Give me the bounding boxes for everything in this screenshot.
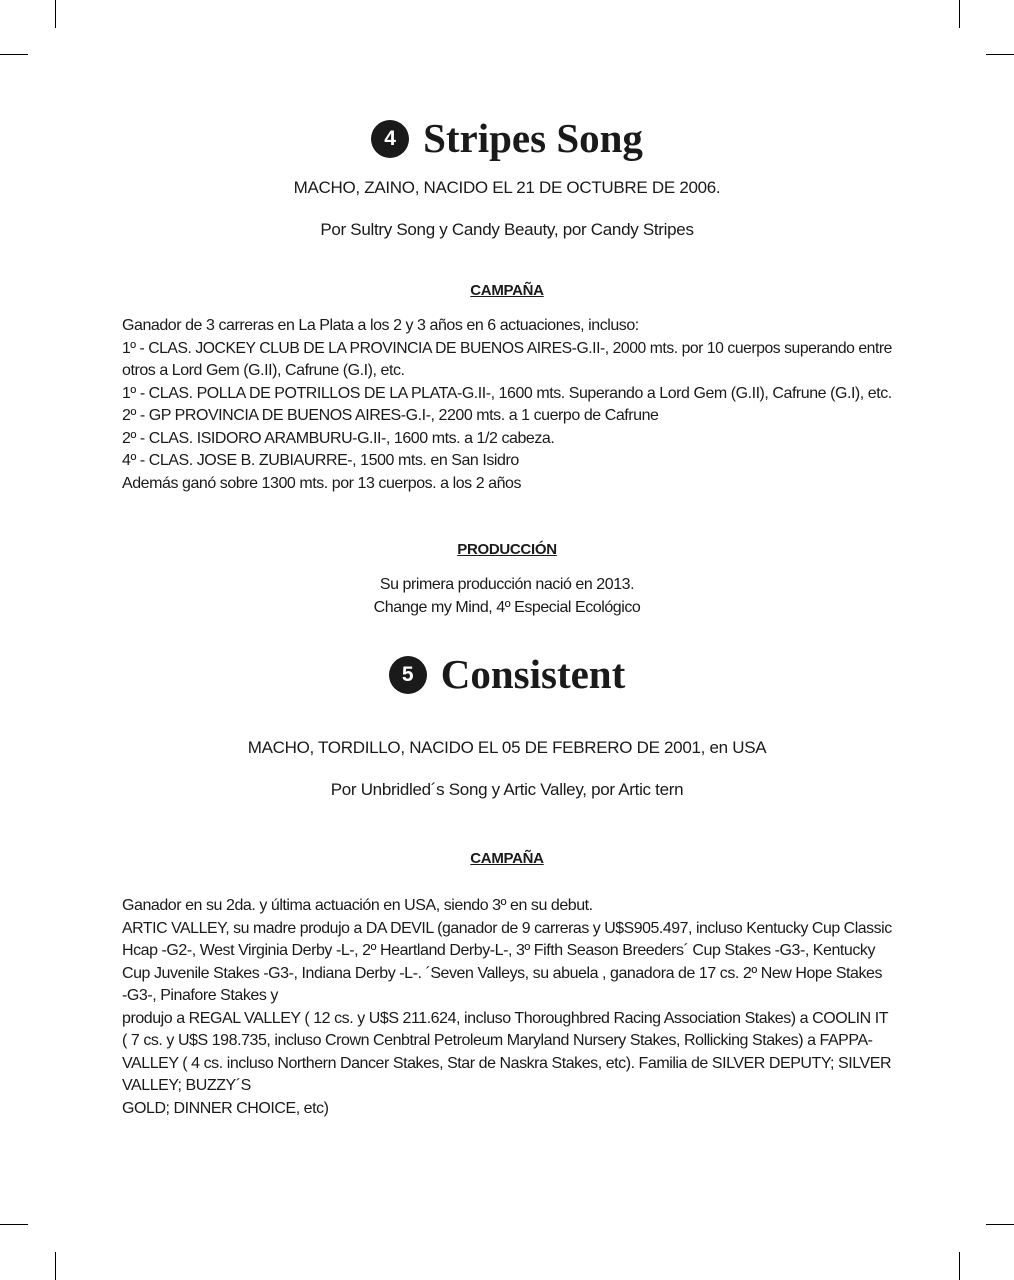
production-line: Change my Mind, 4º Especial Ecológico [373, 598, 641, 616]
campaign-line: -G3-, Pinafore Stakes y [122, 987, 278, 1004]
campaign-line: Además ganó sobre 1300 mts. por 13 cuerpos. a los 2 años [122, 474, 522, 492]
campaign-line: 2º - CLAS. ISIDORO ARAMBURU-G.II-, 1600 mts. a 1/2 cabeza. [122, 429, 555, 447]
campaign-line: 2º - GP PROVINCIA DE BUENOS AIRES-G.I-, 2200 mts. a 1 cuerpo de Cafrune [122, 407, 659, 424]
campaign-text [122, 895, 892, 1120]
campaign-line: GOLD; DINNER CHOICE, etc) [122, 1099, 329, 1117]
campaign-line: 4º - CLAS. JOSE B. ZUBIAURRE-, 1500 mts. en San Isidro [122, 452, 519, 469]
crop-mark-bottom-left [55, 1252, 56, 1280]
campaign-line: 1º - CLAS. POLLA DE POTRILLOS DE LA PLATA-G.II-, 1600 mts. Superando a Lord Gem (G.II), Cafrune (G.I), etc. [122, 384, 892, 402]
campaign-line: ( 7 cs. y U$S 198.735, incluso Crown Cenbtral Petroleum Maryland Nursery Stakes, Rollicking Stakes) a FAPPA- [122, 1032, 873, 1049]
horse-title-consistent [122, 650, 892, 698]
crop-mark-bottom-left-h [0, 1224, 28, 1225]
campaign-heading: CAMPAÑA [470, 850, 544, 867]
crop-mark-top-left [55, 0, 56, 28]
campaign-line: Ganador de 3 carreras en La Plata a los 2 y 3 años en 6 actuaciones, incluso: [122, 317, 639, 334]
campaign-line: Cup Juvenile Stakes -G3-, Indiana Derby -L-. ´Seven Valleys, su abuela , ganadora de 17 cs. 2º New Hope Stakes [122, 964, 883, 982]
crop-mark-bottom-right-h [986, 1224, 1014, 1225]
campaign-line: VALLEY; BUZZY´S [122, 1077, 251, 1094]
horse-number-badge: 5 [389, 656, 427, 694]
horse-pedigree: Por Unbridled´s Song y Artic Valley, por Artic tern [330, 780, 684, 799]
campaign-text [122, 315, 892, 495]
campaign-line: Ganador en su 2da. y última actuación en USA, siendo 3º en su debut. [122, 897, 593, 914]
crop-mark-top-right [959, 0, 960, 28]
horse-name: Stripes Song [423, 115, 643, 161]
crop-mark-top-left-h [0, 54, 28, 55]
production-line: Su primera producción nació en 2013. [379, 576, 635, 593]
horse-description: MACHO, TORDILLO, NACIDO EL 05 DE FEBRERO DE 2001, en USA [247, 738, 767, 757]
campaign-line: 1º - CLAS. JOCKEY CLUB DE LA PROVINCIA DE BUENOS AIRES-G.II-, 2000 mts. por 10 cuerpos superando entre [122, 339, 892, 357]
campaign-line: ARTIC VALLEY, su madre produjo a DA DEVIL (ganador de 9 carreras y U$S905.497, incluso Kentucky Cup Classic [122, 919, 892, 937]
campaign-line: otros a Lord Gem (G.II), Cafrune (G.I), etc. [122, 362, 405, 379]
crop-mark-bottom-right [959, 1252, 960, 1280]
campaign-line: produjo a REGAL VALLEY ( 12 cs. y U$S 211.624, incluso Thoroughbred Racing Association Stakes) a COOLIN IT [122, 1009, 889, 1027]
campaign-line: Hcap -G2-, West Virginia Derby -L-, 2º Heartland Derby-L-, 3º Fifth Season Breeders´ Cup Stakes -G3-, Kentucky [122, 942, 876, 959]
horse-number-badge: 4 [371, 120, 409, 158]
production-heading: PRODUCCIÓN [457, 541, 557, 558]
production-text [122, 574, 892, 619]
campaign-heading: CAMPAÑA [470, 282, 544, 299]
horse-pedigree: Por Sultry Song y Candy Beauty, por Candy Stripes [320, 220, 694, 239]
horse-name: Consistent [440, 651, 626, 697]
crop-mark-top-right-h [986, 54, 1014, 55]
horse-title-stripes-song [122, 114, 892, 162]
campaign-line: VALLEY ( 4 cs. incluso Northern Dancer Stakes, Star de Naskra Stakes, etc). Familia de SILVER DEPUTY; SILVER [122, 1054, 892, 1072]
horse-description: MACHO, ZAINO, NACIDO EL 21 DE OCTUBRE DE 2006. [293, 178, 721, 197]
